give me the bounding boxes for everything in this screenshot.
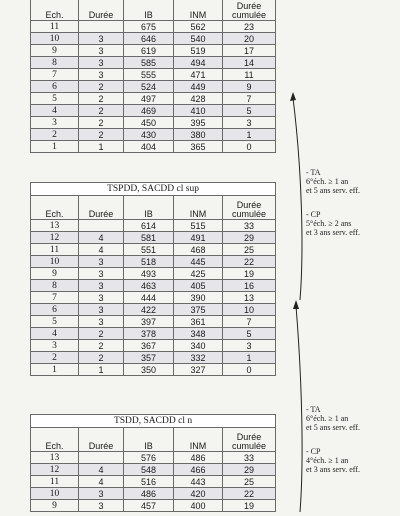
ib-cell: 614 [124,220,174,232]
column-header: Ech. [31,428,79,452]
echelon-cell: 11 [31,476,79,488]
column-header: INM [174,428,223,452]
ib-cell: 397 [124,316,174,328]
echelon-cell: 12 [31,464,79,476]
column-header: Durée [79,196,124,220]
ib-cell: 555 [124,69,174,81]
echelon-cell: 10 [31,488,79,500]
ib-cell: 486 [124,488,174,500]
echelon-cell: 9 [31,500,79,512]
inm-cell: 428 [174,93,223,105]
ib-cell: 457 [124,500,174,512]
inm-cell: 361 [174,316,223,328]
duree-cumulee-cell: 16 [223,280,276,292]
duree-cumulee-cell: 1 [223,129,276,141]
column-header: IB [124,196,174,220]
inm-cell: 466 [174,464,223,476]
table-title: TSPDD, SACDD cl sup [31,183,276,196]
echelon-cell: 6 [31,304,79,316]
duree-cumulee-cell: 29 [223,232,276,244]
duree-cell: 3 [79,69,124,81]
duree-cumulee-cell: 9 [223,81,276,93]
duree-cell: 2 [79,117,124,129]
column-header: Ech. [31,0,79,21]
column-header: Durée cumulée [223,0,276,21]
duree-cumulee-cell: 0 [223,364,276,376]
echelon-cell: 8 [31,280,79,292]
inm-cell: 449 [174,81,223,93]
inm-cell: 491 [174,232,223,244]
duree-cumulee-cell: 5 [223,105,276,117]
duree-cell: 3 [79,316,124,328]
ib-cell: 404 [124,141,174,153]
ib-cell: 469 [124,105,174,117]
inm-cell: 468 [174,244,223,256]
column-header: Durée cumulée [223,428,276,452]
inm-cell: 395 [174,117,223,129]
ib-cell: 516 [124,476,174,488]
column-header: Durée [79,0,124,21]
ib-cell: 430 [124,129,174,141]
duree-cumulee-cell: 20 [223,33,276,45]
table-title: TSDD, SACDD cl n [31,415,276,428]
ib-cell: 497 [124,93,174,105]
inm-cell: 425 [174,268,223,280]
ib-cell: 585 [124,57,174,69]
echelon-cell: 3 [31,340,79,352]
echelon-cell: 11 [31,244,79,256]
duree-cumulee-cell: 17 [223,45,276,57]
duree-cell: 4 [79,244,124,256]
echelon-cell: 2 [31,129,79,141]
duree-cell: 3 [79,33,124,45]
duree-cumulee-cell: 25 [223,476,276,488]
inm-cell: 365 [174,141,223,153]
inm-cell: 332 [174,352,223,364]
duree-cumulee-cell: 7 [223,316,276,328]
ib-cell: 619 [124,45,174,57]
column-header: Durée cumulée [223,196,276,220]
duree-cumulee-cell: 11 [223,69,276,81]
echelon-cell: 4 [31,105,79,117]
ib-cell: 675 [124,21,174,33]
duree-cell: 4 [79,464,124,476]
inm-cell: 443 [174,476,223,488]
ib-cell: 524 [124,81,174,93]
echelon-cell: 12 [31,232,79,244]
duree-cell: 4 [79,232,124,244]
arrow-up-icon [296,306,302,512]
duree-cumulee-cell: 7 [223,93,276,105]
duree-cell: 3 [79,280,124,292]
duree-cell: 2 [79,81,124,93]
duree-cell: 2 [79,340,124,352]
duree-cumulee-cell: 25 [223,244,276,256]
inm-cell: 562 [174,21,223,33]
echelon-cell: 10 [31,33,79,45]
duree-cumulee-cell: 3 [223,117,276,129]
inm-cell: 405 [174,280,223,292]
inm-cell: 348 [174,328,223,340]
echelon-cell: 2 [31,352,79,364]
duree-cumulee-cell: 23 [223,21,276,33]
echelon-cell: 4 [31,328,79,340]
ib-cell: 350 [124,364,174,376]
inm-cell: 327 [174,364,223,376]
duree-cell: 4 [79,476,124,488]
duree-cumulee-cell: 22 [223,488,276,500]
duree-cumulee-cell: 29 [223,464,276,476]
inm-cell: 375 [174,304,223,316]
promotion-note-cp-2: - CP 4°éch. ≥ 1 an et 3 ans serv. eff. [306,447,360,474]
inm-cell: 410 [174,105,223,117]
column-header: INM [174,196,223,220]
duree-cell: 1 [79,364,124,376]
echelon-cell: 3 [31,117,79,129]
duree-cumulee-cell: 5 [223,328,276,340]
ib-cell: 444 [124,292,174,304]
duree-cell: 3 [79,500,124,512]
inm-cell: 486 [174,452,223,464]
promotion-note-cp-1: - CP 5°éch. ≥ 2 ans et 3 ans serv. eff. [306,210,360,237]
echelon-cell: 13 [31,452,79,464]
duree-cell: 3 [79,268,124,280]
duree-cell: 3 [79,45,124,57]
ib-cell: 576 [124,452,174,464]
duree-cumulee-cell: 13 [223,292,276,304]
echelon-cell: 5 [31,93,79,105]
echelon-cell: 7 [31,292,79,304]
inm-cell: 340 [174,340,223,352]
ib-cell: 463 [124,280,174,292]
inm-cell: 420 [174,488,223,500]
echelon-cell: 9 [31,45,79,57]
column-header: IB [124,0,174,21]
column-header: IB [124,428,174,452]
inm-cell: 400 [174,500,223,512]
ib-cell: 646 [124,33,174,45]
echelon-cell: 13 [31,220,79,232]
echelon-cell: 10 [31,256,79,268]
inm-cell: 471 [174,69,223,81]
echelon-cell: 11 [31,21,79,33]
duree-cumulee-cell: 19 [223,268,276,280]
ib-cell: 450 [124,117,174,129]
duree-cell: 3 [79,256,124,268]
arrow-head-icon [290,92,296,101]
ib-cell: 422 [124,304,174,316]
ib-cell: 357 [124,352,174,364]
duree-cumulee-cell: 19 [223,500,276,512]
inm-cell: 380 [174,129,223,141]
duree-cell: 3 [79,57,124,69]
inm-cell: 445 [174,256,223,268]
echelon-cell: 8 [31,57,79,69]
duree-cell: 2 [79,352,124,364]
echelon-cell: 6 [31,81,79,93]
arrow-head-icon [293,300,299,309]
duree-cell: 3 [79,292,124,304]
duree-cumulee-cell: 10 [223,304,276,316]
duree-cumulee-cell: 22 [223,256,276,268]
inm-cell: 540 [174,33,223,45]
duree-cumulee-cell: 33 [223,452,276,464]
column-header: Ech. [31,196,79,220]
ib-cell: 581 [124,232,174,244]
duree-cumulee-cell: 14 [223,57,276,69]
column-header: INM [174,0,223,21]
inm-cell: 390 [174,292,223,304]
duree-cell: 2 [79,328,124,340]
echelon-cell: 9 [31,268,79,280]
duree-cell: 2 [79,105,124,117]
duree-cell: 1 [79,141,124,153]
echelon-cell: 1 [31,141,79,153]
ib-cell: 493 [124,268,174,280]
duree-cell: 3 [79,488,124,500]
inm-cell: 515 [174,220,223,232]
inm-cell: 519 [174,45,223,57]
echelon-cell: 5 [31,316,79,328]
promotion-note-ta-2: - TA 6°éch. ≥ 1 an et 5 ans serv. eff. [306,405,360,432]
ib-cell: 518 [124,256,174,268]
echelon-cell: 7 [31,69,79,81]
column-header: Durée [79,428,124,452]
ib-cell: 551 [124,244,174,256]
duree-cumulee-cell: 1 [223,352,276,364]
ib-cell: 367 [124,340,174,352]
ib-cell: 378 [124,328,174,340]
duree-cumulee-cell: 0 [223,141,276,153]
arrow-up-icon [293,98,302,300]
inm-cell: 494 [174,57,223,69]
duree-cumulee-cell: 33 [223,220,276,232]
duree-cell: 2 [79,129,124,141]
duree-cell: 2 [79,93,124,105]
echelon-cell: 1 [31,364,79,376]
duree-cumulee-cell: 3 [223,340,276,352]
promotion-note-ta-1: - TA 6°éch. ≥ 1 an et 5 ans serv. eff. [306,168,360,195]
ib-cell: 548 [124,464,174,476]
duree-cell: 3 [79,304,124,316]
